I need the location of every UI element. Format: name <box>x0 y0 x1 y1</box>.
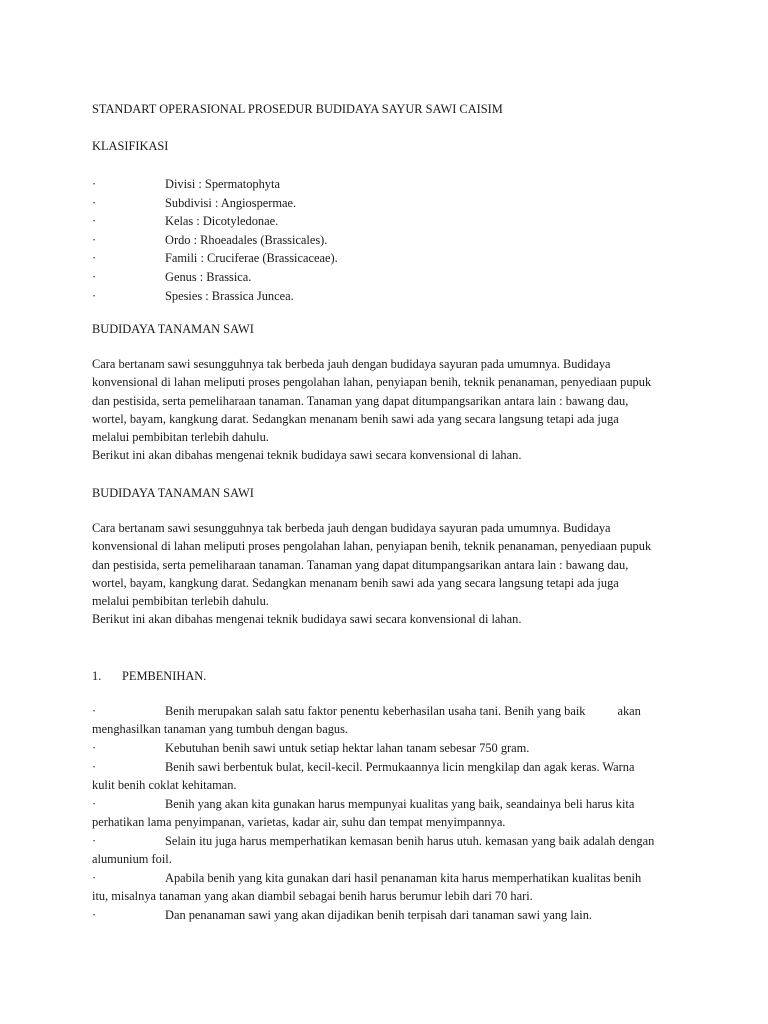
bullet-icon: · <box>92 270 97 284</box>
pembenihan-heading <box>92 667 206 685</box>
section-paragraph <box>92 355 682 465</box>
item-first-line: Benih sawi berbentuk bulat, kecil-kecil. Permukaannya licin mengkilap dan agak keras. Warna <box>165 759 635 774</box>
item-continuation: menghasilkan tanaman yang tumbuh dengan bagus. <box>92 722 349 737</box>
item-first-line: Dan penanaman sawi yang akan dijadikan benih terpisah dari tanaman sawi yang lain. <box>165 907 592 922</box>
item-continuation: perhatikan lama penyimpanan, varietas, kadar air, suhu dan tempat menyimpannya. <box>92 814 506 829</box>
klasifikasi-item-text: Genus : Brassica. <box>165 270 252 284</box>
pembenihan-title: PEMBENIHAN. <box>122 669 207 683</box>
item-first-line <box>165 702 641 720</box>
paragraph-line: wortel, bayam, kangkung darat. Sedangkan menanam benih sawi ada yang secara langsung tetapi ada juga <box>92 411 619 426</box>
item-text-tail: akan <box>617 704 641 718</box>
klasifikasi-item-text: Subdivisi : Angiospermae. <box>165 195 297 210</box>
paragraph-line: Berikut ini akan dibahas mengenai teknik budidaya sawi secara konvensional di lahan. <box>92 448 522 463</box>
bullet-icon: · <box>92 177 97 191</box>
bullet-icon: · <box>92 870 97 885</box>
bullet-icon: · <box>92 833 97 848</box>
item-first-line: Selain itu juga harus memperhatikan kemasan benih harus utuh. kemasan yang baik adalah dengan <box>165 833 655 848</box>
bullet-icon: · <box>92 214 97 229</box>
bullet-icon: · <box>92 232 97 247</box>
document-title: STANDART OPERASIONAL PROSEDUR BUDIDAYA SAYUR SAWI CAISIM <box>92 102 503 116</box>
bullet-icon: · <box>92 907 97 922</box>
item-first-line: Apabila benih yang kita gunakan dari hasil penanaman kita harus memperhatikan kualitas benih <box>165 870 642 885</box>
item-continuation: alumunium foil. <box>92 851 172 866</box>
item-text: Benih merupakan salah satu faktor penentu keberhasilan usaha tani. Benih yang baik <box>165 704 586 718</box>
item-continuation: kulit benih coklat kehitaman. <box>92 777 237 792</box>
paragraph-line: melalui pembibitan terlebih dahulu. <box>92 594 269 609</box>
klasifikasi-heading: KLASIFIKASI <box>92 139 169 153</box>
bullet-icon: · <box>92 195 97 210</box>
klasifikasi-item-text: Kelas : Dicotyledonae. <box>165 214 279 229</box>
paragraph-line: dan pestisida, serta pemeliharaan tanaman. Tanaman yang dapat ditumpangsarikan antara lain : bawang dau, <box>92 393 629 408</box>
paragraph-line: Cara bertanam sawi sesungguhnya tak berbeda jauh dengan budidaya sayuran pada umumnya. Budidaya <box>92 521 611 535</box>
bullet-icon: · <box>92 251 97 266</box>
section-number: 1. <box>92 669 102 683</box>
item-first-line: Benih yang akan kita gunakan harus mempunyai kualitas yang baik, seandainya beli harus kita <box>165 796 635 811</box>
bullet-icon: · <box>92 796 97 811</box>
item-first-line: Kebutuhan benih sawi untuk setiap hektar lahan tanam sebesar 750 gram. <box>165 741 530 755</box>
paragraph-line: konvensional di lahan meliputi proses pengolahan lahan, penyiapan benih, teknik penanaman, penyediaan pupuk <box>92 539 652 554</box>
section-paragraph <box>92 519 682 629</box>
paragraph-line: melalui pembibitan terlebih dahulu. <box>92 430 269 445</box>
item-continuation: itu, misalnya tanaman yang akan diambil sebagai benih harus berumur lebih dari 70 hari. <box>92 888 533 903</box>
paragraph-line: konvensional di lahan meliputi proses pengolahan lahan, penyiapan benih, teknik penanaman, penyediaan pupuk <box>92 375 652 390</box>
klasifikasi-item-text: Ordo : Rhoeadales (Brassicales). <box>165 232 328 247</box>
klasifikasi-item-text: Famili : Cruciferae (Brassicaceae). <box>165 251 338 266</box>
klasifikasi-item-text: Spesies : Brassica Juncea. <box>165 288 294 303</box>
bullet-icon: · <box>92 704 97 718</box>
paragraph-line: Cara bertanam sawi sesungguhnya tak berbeda jauh dengan budidaya sayuran pada umumnya. Budidaya <box>92 357 611 371</box>
paragraph-line: wortel, bayam, kangkung darat. Sedangkan menanam benih sawi ada yang secara langsung tetapi ada juga <box>92 575 619 590</box>
paragraph-line: Berikut ini akan dibahas mengenai teknik budidaya sawi secara konvensional di lahan. <box>92 612 522 627</box>
klasifikasi-item-text: Divisi : Spermatophyta <box>165 177 280 191</box>
section-heading: BUDIDAYA TANAMAN SAWI <box>92 322 254 336</box>
bullet-icon: · <box>92 759 97 774</box>
bullet-icon: · <box>92 741 97 755</box>
paragraph-line: dan pestisida, serta pemeliharaan tanaman. Tanaman yang dapat ditumpangsarikan antara lain : bawang dau, <box>92 557 629 572</box>
section-heading: BUDIDAYA TANAMAN SAWI <box>92 486 254 500</box>
bullet-icon: · <box>92 288 97 303</box>
